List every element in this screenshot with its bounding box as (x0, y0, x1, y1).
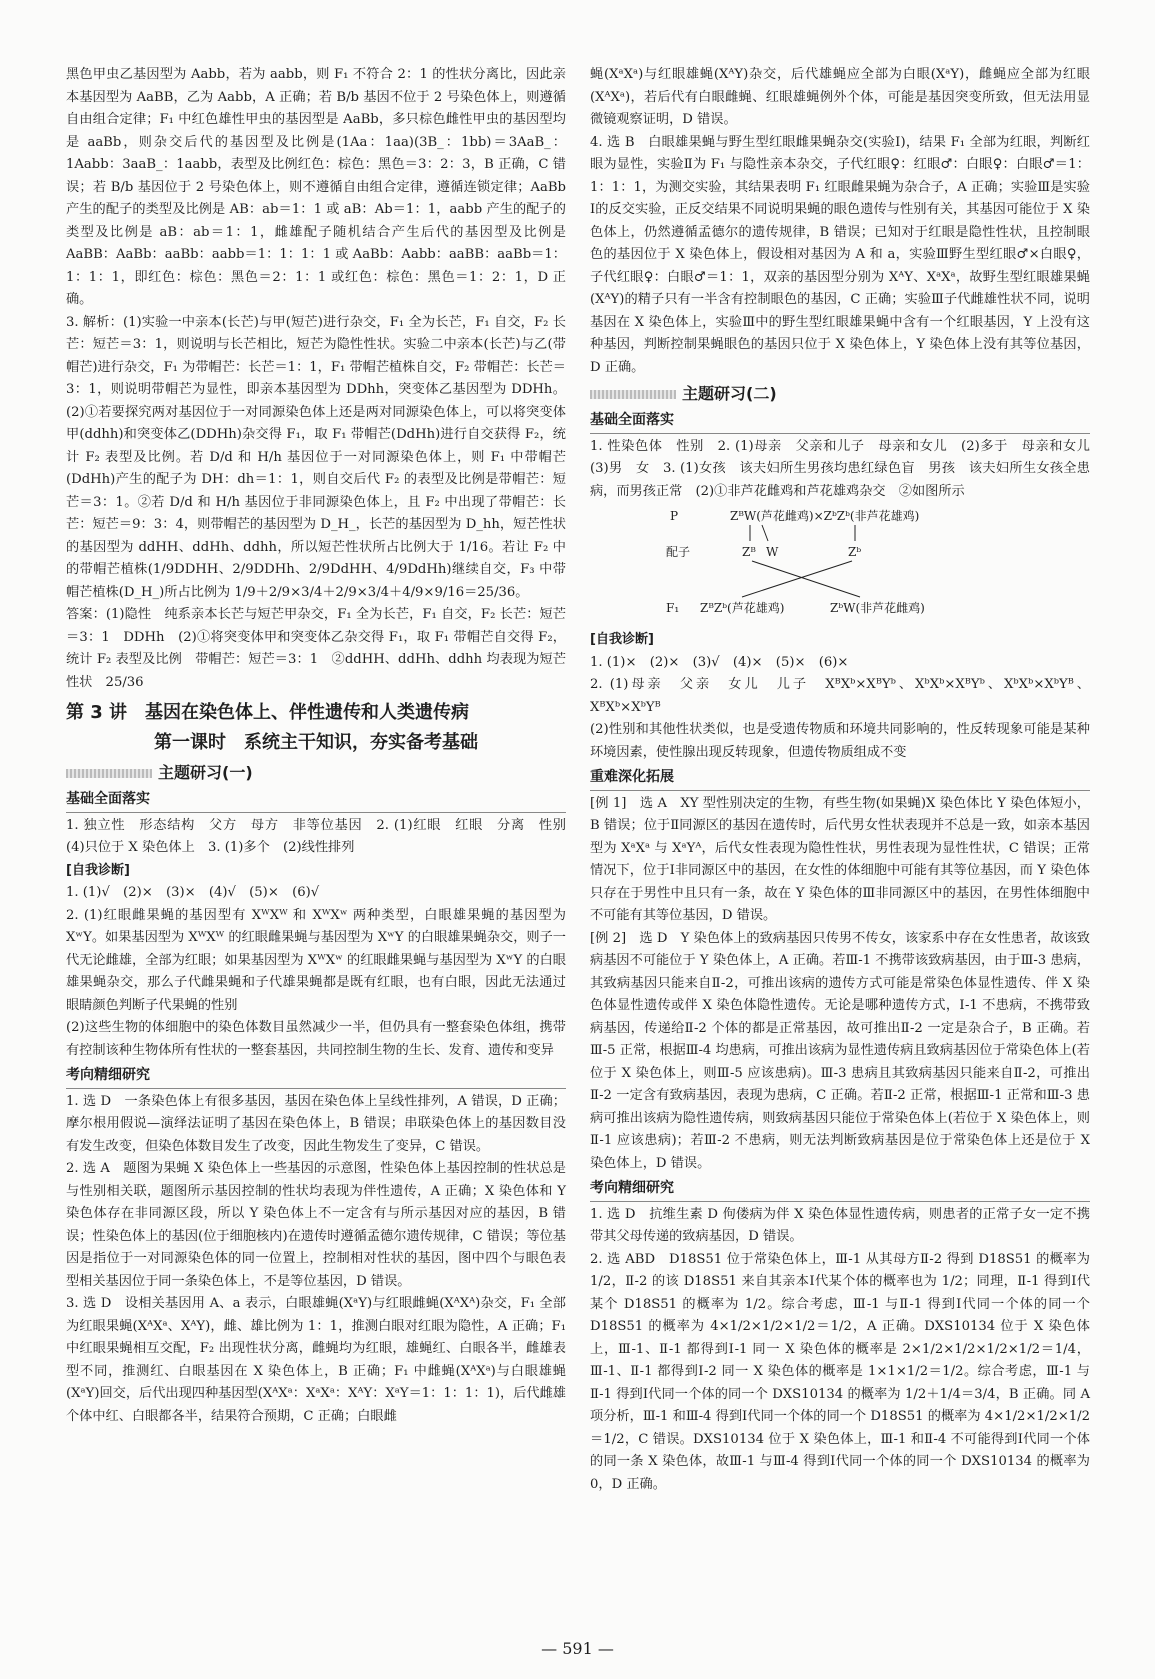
paragraph: 黑色甲虫乙基因型为 Aabb，若为 aabb，则 F₁ 不符合 2：1 的性状分离比，因此亲本基因型为 AaBB，乙为 Aabb，A 正确；若 B/b 基因不位于 2 号染色体上，则遵循自由组合定律；F₁ 中红色雄性甲虫的基因型是 AaBb，多只棕色雌性甲虫的基因型均是 aaBb，则杂交后代的基因型及比例是(1Aa：1aa)(3B_：1bb)＝3AaB_：1Aabb：3aaB_：1aabb，表型及比例红色：棕色：黑色＝3：2：3，B 正确，C 错误；若 B/b 基因位于 2 号染色体上，则不遵循自由组合定律，遵循连锁定律；AaBb 产生的配子的类型及比例是 AB：ab＝1：1 或 aB：Ab＝1：1，aabb 产生的配子的类型及比例是 aB：ab＝1：1，雌雄配子随机结合产生后代的基因型及比例是 AaBB：AaBb：aaBb：aabb＝1：1：1：1 或 AaBb：Aabb：aaBB：aaBb＝1：1：1：1，即红色：棕色：黑色＝2：1：1 或红色：棕色：黑色＝1：2：1，D 正确。 (66, 67, 566, 307)
band-bar (590, 390, 676, 399)
self-diagnosis-heading: [自我诊断] (66, 862, 130, 878)
section-band (66, 760, 566, 786)
paragraph: 3. 选 D 设相关基因用 A、a 表示，白眼雄蝇(XᵃY)与红眼雌蝇(XᴬXᴬ)杂交，F₁ 全部为红眼果蝇(XᴬXᵃ、XᴬY)，雌、雄比例为 1：1，推测白眼对红眼为隐性，A 正确；F₁ 中红眼果蝇相互交配，F₂ 出现性状分离，雌蝇均为红眼，雄蝇红、白眼各半，雌雄表型不同，推测红、白眼基因在 X 染色体上，B 正确；F₁ 中雌蝇(XᴬXᵃ)与白眼雄蝇(XᵃY)回交，后代出现四种基因型(XᴬXᵃ：XᵃXᵃ：XᴬY：XᵃY＝1：1：1：1)，后代雌雄个体中红、白眼都各半，结果符合预期，C 正确；白眼雌 (66, 1296, 566, 1424)
paragraph: 1. (1)× (2)× (3)√ (4)× (5)× (6)× (590, 654, 849, 670)
f1-label: F₁ (666, 601, 680, 615)
band-bar (66, 769, 152, 778)
paragraph: 2. 选 ABD D18S51 位于常染色体上，Ⅲ-1 从其母方Ⅱ-2 得到 D18S51 的概率为 1/2，Ⅱ-2 的该 D18S51 来自其亲本Ⅰ代某个体的概率也为 1/2；同理，Ⅱ-1 得到Ⅰ代某个 D18S51 的概率为 1/2。综合考虑，Ⅲ-1 与Ⅱ-1 得到Ⅰ代同一个体的同一个 D18S51 的概率为 4×1/2×1/2×1/2＝1/2，A 正确。DXS10134 位于 X 染色体上，Ⅲ-1、Ⅱ-1 都得到Ⅰ-1 同一 X 染色体的概率是 2×1/2×1/2×1/2×1/2＝1/4，Ⅲ-1、Ⅱ-1 都得到Ⅰ-2 同一 X 染色体的概率是 1×1×1/2＝1/2。综合考虑，Ⅲ-1 与Ⅱ-1 得到Ⅰ代同一个体的同一个 DXS10134 的概率为 1/2＋1/4＝3/4，B 正确。同 A 项分析，Ⅲ-1 和Ⅲ-4 得到Ⅰ代同一个体的同一个 D18S51 的概率为 4×1/2×1/2×1/2＝1/2，C 错误。DXS10134 位于 X 染色体上，Ⅲ-1 和Ⅱ-4 不可能得到Ⅰ代同一个体的同一条 X 染色体，故Ⅲ-1 与Ⅲ-4 得到Ⅰ代同一个体的同一个 DXS10134 的概率为 0，D 正确。 (590, 1251, 1090, 1492)
gamete-2: W (766, 545, 779, 559)
lesson-subtitle: 第一课时 系统主干知识，夯实备考基础 (154, 732, 478, 753)
gamete-3: Zᵇ (848, 545, 862, 559)
subsection-heading: 考向精细研究 (66, 1064, 566, 1089)
gamete-label: 配子 (666, 545, 691, 559)
f1-right: ZᵇW(非芦花雌鸡) (830, 601, 925, 615)
example-1: [例 1] 选 A XY 型性别决定的生物，有些生物(如果蝇)X 染色体比 Y 染色体短小，B 错误；位于Ⅱ同源区的基因在遗传时，后代男女性状表现并不总是一致，如亲本基因型为 XᵃXᵃ 与 XᵃYᴬ，后代女性表现为隐性性状，男性表现为显性性状，C 错误；正常情况下，位于Ⅰ非同源区中的基因，在女性的体细胞中可能有其等位基因，而 Y 染色体只存在于男性中且只有一条，故在 Y 染色体的Ⅲ非同源区中的基因，在男性体细胞中不可能有其等位基因，D 错误。 (590, 795, 1090, 923)
answer-paragraph: 答案：(1)隐性 纯系亲本长芒与短芒甲杂交，F₁ 全为长芒，F₁ 自交，F₂ 长芒：短芒＝3：1 DDHh (2)①将突变体甲和突变体乙杂交得 F₁，取 F₁ 带帽芒自交得 F₂，统计 F₂ 表型及比例 带帽芒：短芒＝3：1 ②ddHH、ddHh、ddhh 均表现为短芒性状 25/36 (66, 607, 566, 690)
paragraph: 2. (1)红眼雌果蝇的基因型有 XᵂXᵂ 和 XᵂXʷ 两种类型，白眼雄果蝇的基因型为 XʷY。如果基因型为 XᵂXᵂ 的红眼雌果蝇与基因型为 XʷY 的白眼雄果蝇杂交，则子一代无论雌雄，全部为红眼；如果基因型为 XᵂXʷ 的红眼雌果蝇与基因型为 XʷY 的白眼雄果蝇杂交，那么子代雌果蝇和子代雄果蝇都是既有红眼，也有白眼，因此无法通过眼睛颜色判断子代果蝇的性别 (66, 907, 566, 1013)
f1-left: ZᴮZᵇ(芦花雄鸡) (700, 601, 785, 615)
paragraph: 1. (1)√ (2)× (3)× (4)√ (5)× (6)√ (66, 885, 320, 900)
paragraph: 2. (1)母亲 父亲 女儿 儿子 XᴮXᵇ×XᴮYᵇ、XᵇXᵇ×XᴮYᵇ、XᵇXᵇ×XᵇYᴮ、XᴮXᵇ×XᵇYᴮ (590, 677, 1090, 715)
subsection-heading: 考向精细研究 (590, 1177, 1090, 1202)
paragraph: 1. 性染色体 性别 2. (1)母亲 父亲和儿子 母亲和女儿 (2)多于 母亲和女儿 (3)男 女 3. (1)女孩 该夫妇所生男孩均患红绿色盲 男孩 该夫妇所生女孩全患病，而男孩正常 (2)①非芦花雌鸡和芦花雄鸡杂交 ②如图所示 (590, 438, 1104, 499)
paragraph: 4. 选 B 白眼雄果蝇与野生型红眼雌果蝇杂交(实验Ⅰ)，结果 F₁ 全部为红眼，判断红眼为显性，实验Ⅱ为 F₁ 与隐性亲本杂交，子代红眼♀：红眼♂：白眼♀：白眼♂＝1：1：1：1，为测交实验，其结果表明 F₁ 红眼雌果蝇为杂合子，A 正确；实验Ⅲ是实验Ⅰ的反交实验，正反交结果不同说明果蝇的眼色遗传与性别有关，其基因可能位于 X 染色体上，仍然遵循孟德尔的遗传规律，B 错误；已知对于红眼是隐性性状，且控制眼色的基因位于 X 染色体上，假设相对基因为 A 和 a，实验Ⅲ野生型红眼♂×白眼♀，子代红眼♀：白眼♂＝1：1，双亲的基因型分别为 XᴬY、XᵃXᵃ，故野生型红眼雄果蝇(XᴬY)的精子只有一半含有控制眼色的基因，C 正确；实验Ⅲ子代雌雄性状不同，说明基因在 X 染色体上，实验Ⅲ中的野生型红眼雄果蝇中含有一个红眼基因，Y 上没有这种基因，判断控制果蝇眼色的基因只位于 X 染色体上，Y 染色体上没有其等位基因，D 正确。 (590, 134, 1090, 375)
paragraph: 蝇(XᵃXᵃ)与红眼雄蝇(XᴬY)杂交，后代雄蝇应全部为白眼(XᵃY)，雌蝇应全部为红眼(XᴬXᵃ)，若后代有白眼雌蝇、红眼雄蝇例外个体，可能是基因突变所致，但无法用显微镜观察证明，D 错误。 (590, 67, 1090, 127)
paragraph: 1. 选 D 一条染色体上有很多基因，基因在染色体上呈线性排列，A 错误，D 正确；摩尔根用假说—演绎法证明了基因在染色体上，B 错误；串联染色体上的基因数目没有发生改变，但染色体数目发生了改变，因此生物发生了变异，C 错误。 (66, 1093, 566, 1154)
lesson-title: 第 3 讲 基因在染色体上、伴性遗传和人类遗传病 (66, 702, 470, 723)
paragraph: 3. 解析：(1)实验一中亲本(长芒)与甲(短芒)进行杂交，F₁ 全为长芒，F₁ 自交，F₂ 长芒：短芒＝3：1，则说明与长芒相比，短芒为隐性性状。实验二中亲本(长芒)与乙(带帽芒)进行杂交，F₁ 为带帽芒：长芒＝1：1，F₁ 带帽芒植株自交，F₂ 带帽芒：长芒＝3：1，则说明带帽芒为显性，即亲本基因型为 DDhh，突变体乙基因型为 DDHh。(2)①若要探究两对基因位于一对同源染色体上还是两对同源染色体上，可以将突变体甲(ddhh)和突变体乙(DDHh)杂交得 F₁，取 F₁ 带帽芒(DdHh)进行自交获得 F₂，统计 F₂ 表型及比例。若 D/d 和 H/h 基因位于一对同源染色体上，则 F₁ 中带帽芒(DdHh)产生的配子为 DH：dh＝1：1，则自交后代 F₂ 的表型及比例是带帽芒：短芒＝3：1。②若 D/d 和 H/h 基因位于非同源染色体上，且 F₂ 中出现了带帽芒：长芒：短芒＝9：3：4，则带帽芒的基因型为 D_H_，长芒的基因型为 D_hh，短芒性状的基因型为 ddHH、ddHh、ddhh，所以短芒性状所占比例大于 1/16。若让 F₂ 中的带帽芒植株(1/9DDHH、2/9DDHh、2/9DdHH、4/9DdHh)继续自交，F₃ 中带帽芒植株(D_H_)所占比例为 1/9＋2/9×3/4＋2/9×3/4＋4/9×9/16＝25/36。 (66, 314, 566, 600)
parent-cross: ZᴮW(芦花雌鸡)×ZᵇZᵇ(非芦花雄鸡) (730, 509, 920, 523)
example-2: [例 2] 选 D Y 染色体上的致病基因只传男不传女，该家系中存在女性患者，故该致病基因不可能位于 Y 染色体上，A 正确。若Ⅲ-1 不携带该致病基因，由于Ⅲ-3 患病，其致病基因只能来自Ⅱ-2，可推出该病的遗传方式可能是常染色体显性遗传、伴 X 染色体显性遗传或伴 X 染色体隐性遗传。无论是哪种遗传方式，Ⅰ-1 不患病，不携带致病基因，传递给Ⅱ-2 个体的都是正常基因，故可推出Ⅱ-2 一定是杂合子，B 正确。若Ⅲ-5 正常，根据Ⅲ-4 均患病，可推出该病为显性遗传病且致病基因位于常染色体上(若位于 X 染色体上，则Ⅲ-5 应该患病)。Ⅲ-3 患病且其致病基因只能来自Ⅱ-2，可推出Ⅱ-2 一定含有致病基因，表现为患病，C 正确。若Ⅱ-2 正常，根据Ⅲ-1 正常和Ⅲ-3 患病可推出该病为隐性遗传病，则致病基因只能位于常染色体上(若位于 X 染色体上，则Ⅱ-1 应该患病)；若Ⅲ-2 不患病，则无法判断致病基因是位于常染色体上还是位于 X 染色体上，D 错误。 (590, 930, 1090, 1171)
self-diagnosis-heading: [自我诊断] (590, 632, 654, 647)
subsection-heading: 基础全面落实 (590, 409, 1090, 434)
left-column (66, 64, 580, 1428)
paragraph: (2)性别和其他性状类似，也是受遗传物质和环境共同影响的，性反转现象可能是某种环境因素，使性腺出现反转现象，但遗传物质组成不变 (590, 722, 1090, 760)
section-band (590, 381, 1090, 407)
right-column (590, 64, 1104, 1496)
section-band-label: 主题研习(二) (682, 383, 777, 403)
section-band-label: 主题研习(一) (158, 762, 253, 782)
cross-diagram (590, 505, 1090, 623)
page-number: — 591 — (541, 1639, 614, 1658)
paragraph: (2)这些生物的体细胞中的染色体数目虽然减少一半，但仍具有一整套染色体组，携带有控制该种生物体所有性状的一整套基因，共同控制生物的生长、发育、遗传和变异 (66, 1020, 566, 1058)
subsection-heading: 基础全面落实 (66, 788, 566, 813)
gamete-1: Zᴮ (742, 545, 756, 559)
paragraph: 1. 选 D 抗维生素 D 佝偻病为伴 X 染色体显性遗传病，则患者的正常子女一定不携带其父母传递的致病基因，D 错误。 (590, 1206, 1090, 1244)
p-label: P (670, 509, 679, 523)
subsection-heading: 重难深化拓展 (590, 766, 1090, 791)
paragraph: 1. 独立性 形态结构 父方 母方 非等位基因 2. (1)红眼 红眼 分离 性别 (4)只位于 X 染色体上 3. (1)多个 (2)线性排列 (66, 817, 580, 855)
paragraph: 2. 选 A 题图为果蝇 X 染色体上一些基因的示意图，性染色体上基因控制的性状总是与性别相关联，题图所示基因控制的性状均表现为伴性遗传，A 正确；X 染色体和 Y 染色体存在非同源区段，所以 Y 染色体上不一定含有与所示基因对应的基因，B 错误；性染色体上的基因(位于细胞核内)在遗传时遵循孟德尔遗传规律，C 错误；等位基因是指位于一对同源染色体的同一位置上，控制相对性状的基因，图中四个与眼色表型相关基因位于同一条染色体上，不是等位基因，D 错误。 (66, 1161, 566, 1289)
